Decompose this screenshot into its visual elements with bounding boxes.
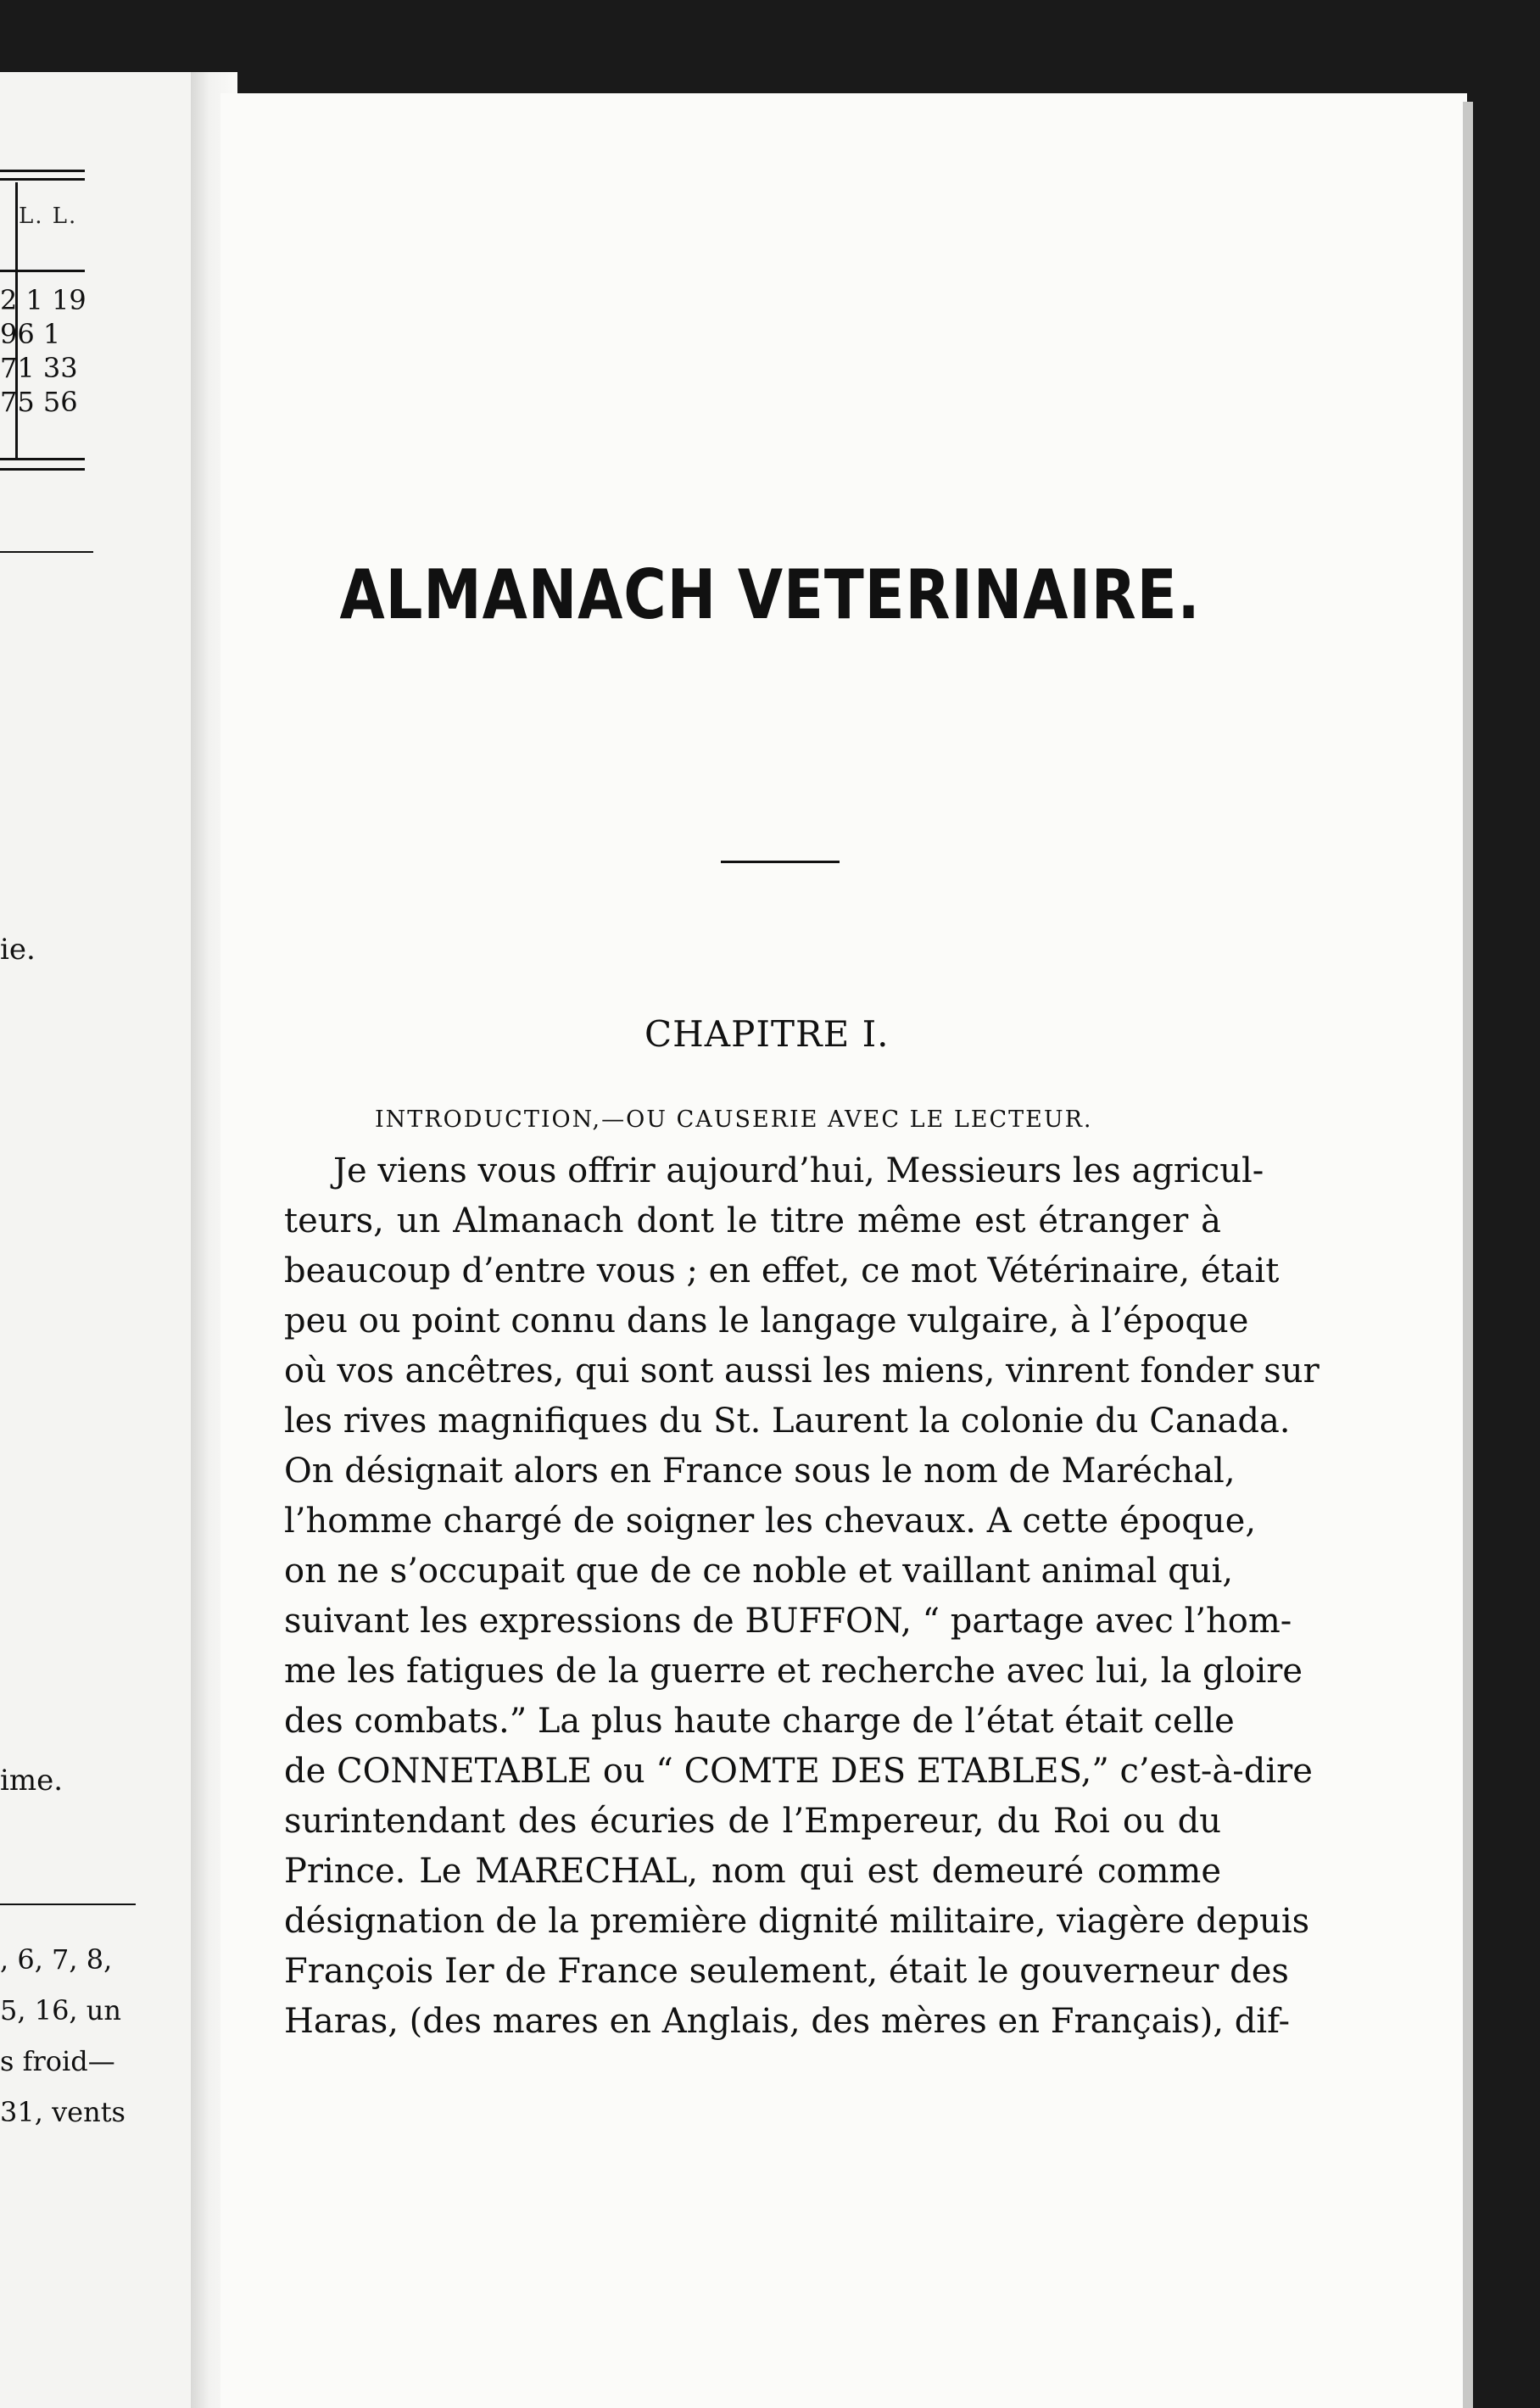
table-bottom-rule-2 xyxy=(0,468,85,471)
text-line: On désignait alors en France sous le nom de Maréchal, xyxy=(284,1452,1236,1491)
text-line: François Ier de France seulement, était le gouverneur des xyxy=(284,1952,1289,1991)
text-line: teurs, un Almanach dont le titre même est étranger à xyxy=(284,1201,1221,1240)
left-text-fragment: ie. xyxy=(0,933,36,967)
section-rule xyxy=(0,551,93,553)
left-footer-rule xyxy=(0,1904,136,1905)
text-line: suivant les expressions de BUFFON, “ partage avec l’hom- xyxy=(284,1602,1292,1641)
chapter-subtitle: INTRODUCTION,—OU CAUSERIE AVEC LE LECTEUR. xyxy=(375,1106,1093,1133)
text-line: Je viens vous offrir aujourd’hui, Messieurs les agricul- xyxy=(333,1151,1264,1190)
left-bottom-line: 31, vents xyxy=(0,2096,126,2128)
text-line: peu ou point connu dans le langage vulgaire, à l’époque xyxy=(284,1302,1249,1341)
text-line: de CONNETABLE ou “ COMTE DES ETABLES,” c’est-à-dire xyxy=(284,1752,1313,1791)
table-row: 75 56 xyxy=(0,386,78,418)
table-header-rule xyxy=(0,270,85,272)
text-line: l’homme chargé de soigner les chevaux. A cette époque, xyxy=(284,1502,1257,1541)
text-line: Prince. Le MARECHAL, nom qui est demeuré comme xyxy=(284,1852,1221,1891)
table-top-rule xyxy=(0,170,85,172)
page-edge-shadow xyxy=(1463,102,1473,2408)
text-line: des combats.” La plus haute charge de l’état était celle xyxy=(284,1702,1235,1741)
table-row: 71 33 xyxy=(0,352,78,384)
left-bottom-line: , 6, 7, 8, xyxy=(0,1943,113,1976)
text-line: beaucoup d’entre vous ; en effet, ce mot Vétérinaire, était xyxy=(284,1251,1280,1290)
text-line: on ne s’occupait que de ce noble et vaillant animal qui, xyxy=(284,1552,1234,1591)
title-separator xyxy=(721,861,840,863)
table-bottom-rule xyxy=(0,458,85,460)
text-line: me les fatigues de la guerre et recherche avec lui, la gloire xyxy=(284,1652,1303,1691)
chapter-heading: CHAPITRE I. xyxy=(644,1013,890,1055)
table-row: 96 1 xyxy=(0,318,61,350)
text-line: les rives magnifiques du St. Laurent la colonie du Canada. xyxy=(284,1402,1291,1441)
page-title: ALMANACH VETERINAIRE. xyxy=(339,555,1201,634)
text-line: Haras, (des mares en Anglais, des mères en Français), dif- xyxy=(284,2002,1291,2041)
text-line: surintendant des écuries de l’Empereur, du Roi ou du xyxy=(284,1802,1221,1841)
left-bottom-line: 5, 16, un xyxy=(0,1994,121,2026)
table-row: 2 1 19 xyxy=(0,284,86,316)
table-header: L. L. xyxy=(19,203,78,229)
table-top-rule-2 xyxy=(0,178,85,181)
left-text-fragment: ime. xyxy=(0,1764,64,1798)
text-line: où vos ancêtres, qui sont aussi les miens, vinrent fonder sur xyxy=(284,1352,1320,1391)
body-paragraph xyxy=(284,1146,1320,2047)
left-bottom-line: s froid— xyxy=(0,2045,115,2077)
text-line: désignation de la première dignité militaire, viagère depuis xyxy=(284,1902,1310,1941)
